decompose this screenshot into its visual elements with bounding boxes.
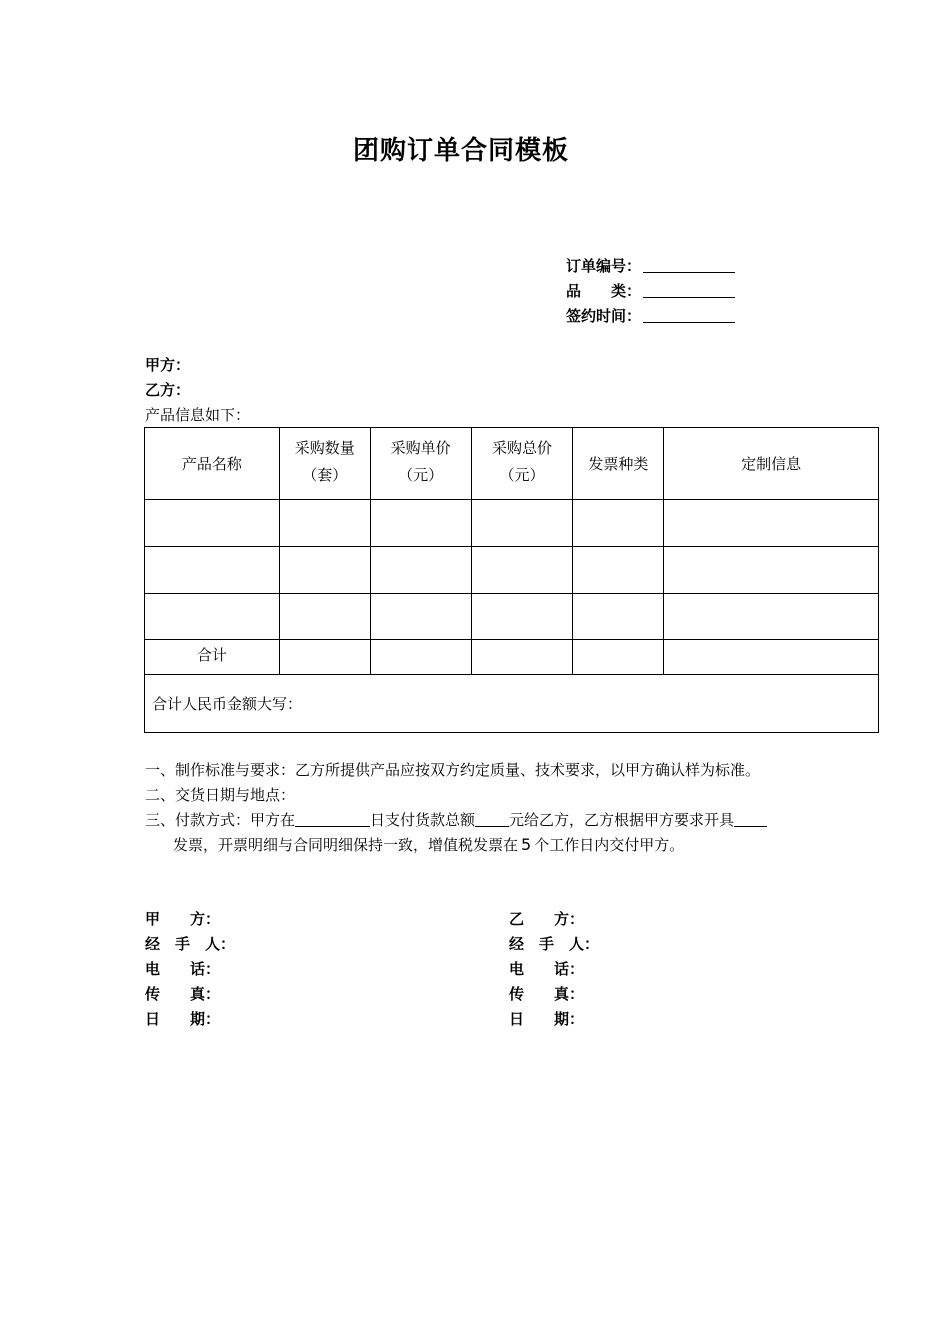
sig-a-date: 日 期： xyxy=(145,1010,221,1028)
signature-party-b xyxy=(509,907,599,1032)
product-info-intro: 产品信息如下： xyxy=(145,406,251,424)
header-invoice-type: 发票种类 xyxy=(573,428,664,500)
header-customization: 定制信息 xyxy=(664,428,879,500)
sign-date-label: 签约时间： xyxy=(566,307,642,325)
sig-b-fax: 传 真： xyxy=(509,985,585,1003)
party-a-label: 甲方： xyxy=(145,356,191,374)
table-row xyxy=(145,594,879,640)
category-row xyxy=(566,279,735,303)
amount-words-row xyxy=(145,675,879,733)
page-title: 团购订单合同模板 xyxy=(352,136,569,166)
product-table xyxy=(144,427,879,733)
total-label: 合计 xyxy=(145,640,280,675)
table-total-row xyxy=(145,640,879,675)
sig-a-fax: 传 真： xyxy=(145,985,221,1003)
clause-payment: 三、付款方式：甲方在 日支付货款总额 元给乙方，乙方根据甲方要求开具 xyxy=(145,808,767,833)
sig-b-handler: 经 手 人： xyxy=(509,935,600,953)
order-number-row xyxy=(566,254,735,278)
header-unit-price: 采购单价 （元） xyxy=(370,428,471,500)
table-row xyxy=(145,500,879,547)
party-b-label: 乙方： xyxy=(145,381,191,399)
clause-payment-cont: 发票，开票明细与合同明细保持一致，增值税发票在 5 个工作日内交付甲方。 xyxy=(173,835,685,854)
table-header-row xyxy=(145,428,879,500)
sign-date-row xyxy=(566,304,735,328)
category-label: 品 类： xyxy=(566,282,642,300)
sig-a-party: 甲 方： xyxy=(145,910,221,928)
payment-days-blank[interactable] xyxy=(295,808,370,827)
sig-b-date: 日 期： xyxy=(509,1010,585,1028)
signature-party-a xyxy=(145,907,235,1032)
amount-words-cell[interactable] xyxy=(145,675,879,733)
amount-words-label: 合计人民币金额大写： xyxy=(152,695,303,713)
sig-a-phone: 电 话： xyxy=(145,960,221,978)
sig-a-handler: 经 手 人： xyxy=(145,935,236,953)
clause-quality: 一、制作标准与要求：乙方所提供产品应按双方约定质量、技术要求，以甲方确认样为标准。 xyxy=(145,761,761,779)
clause-delivery: 二、交货日期与地点： xyxy=(145,786,296,804)
header-total-price: 采购总价 （元） xyxy=(471,428,573,500)
category-blank[interactable] xyxy=(643,279,735,298)
invoice-type-blank[interactable] xyxy=(734,808,767,827)
order-number-blank[interactable] xyxy=(643,254,735,273)
payment-amount-blank[interactable] xyxy=(475,808,509,827)
sig-b-party: 乙 方： xyxy=(509,910,585,928)
table-row xyxy=(145,547,879,594)
sign-date-blank[interactable] xyxy=(643,304,735,323)
order-number-label: 订单编号： xyxy=(566,257,642,275)
header-product-name: 产品名称 xyxy=(145,428,280,500)
header-quantity: 采购数量 （套） xyxy=(279,428,370,500)
sig-b-phone: 电 话： xyxy=(509,960,585,978)
